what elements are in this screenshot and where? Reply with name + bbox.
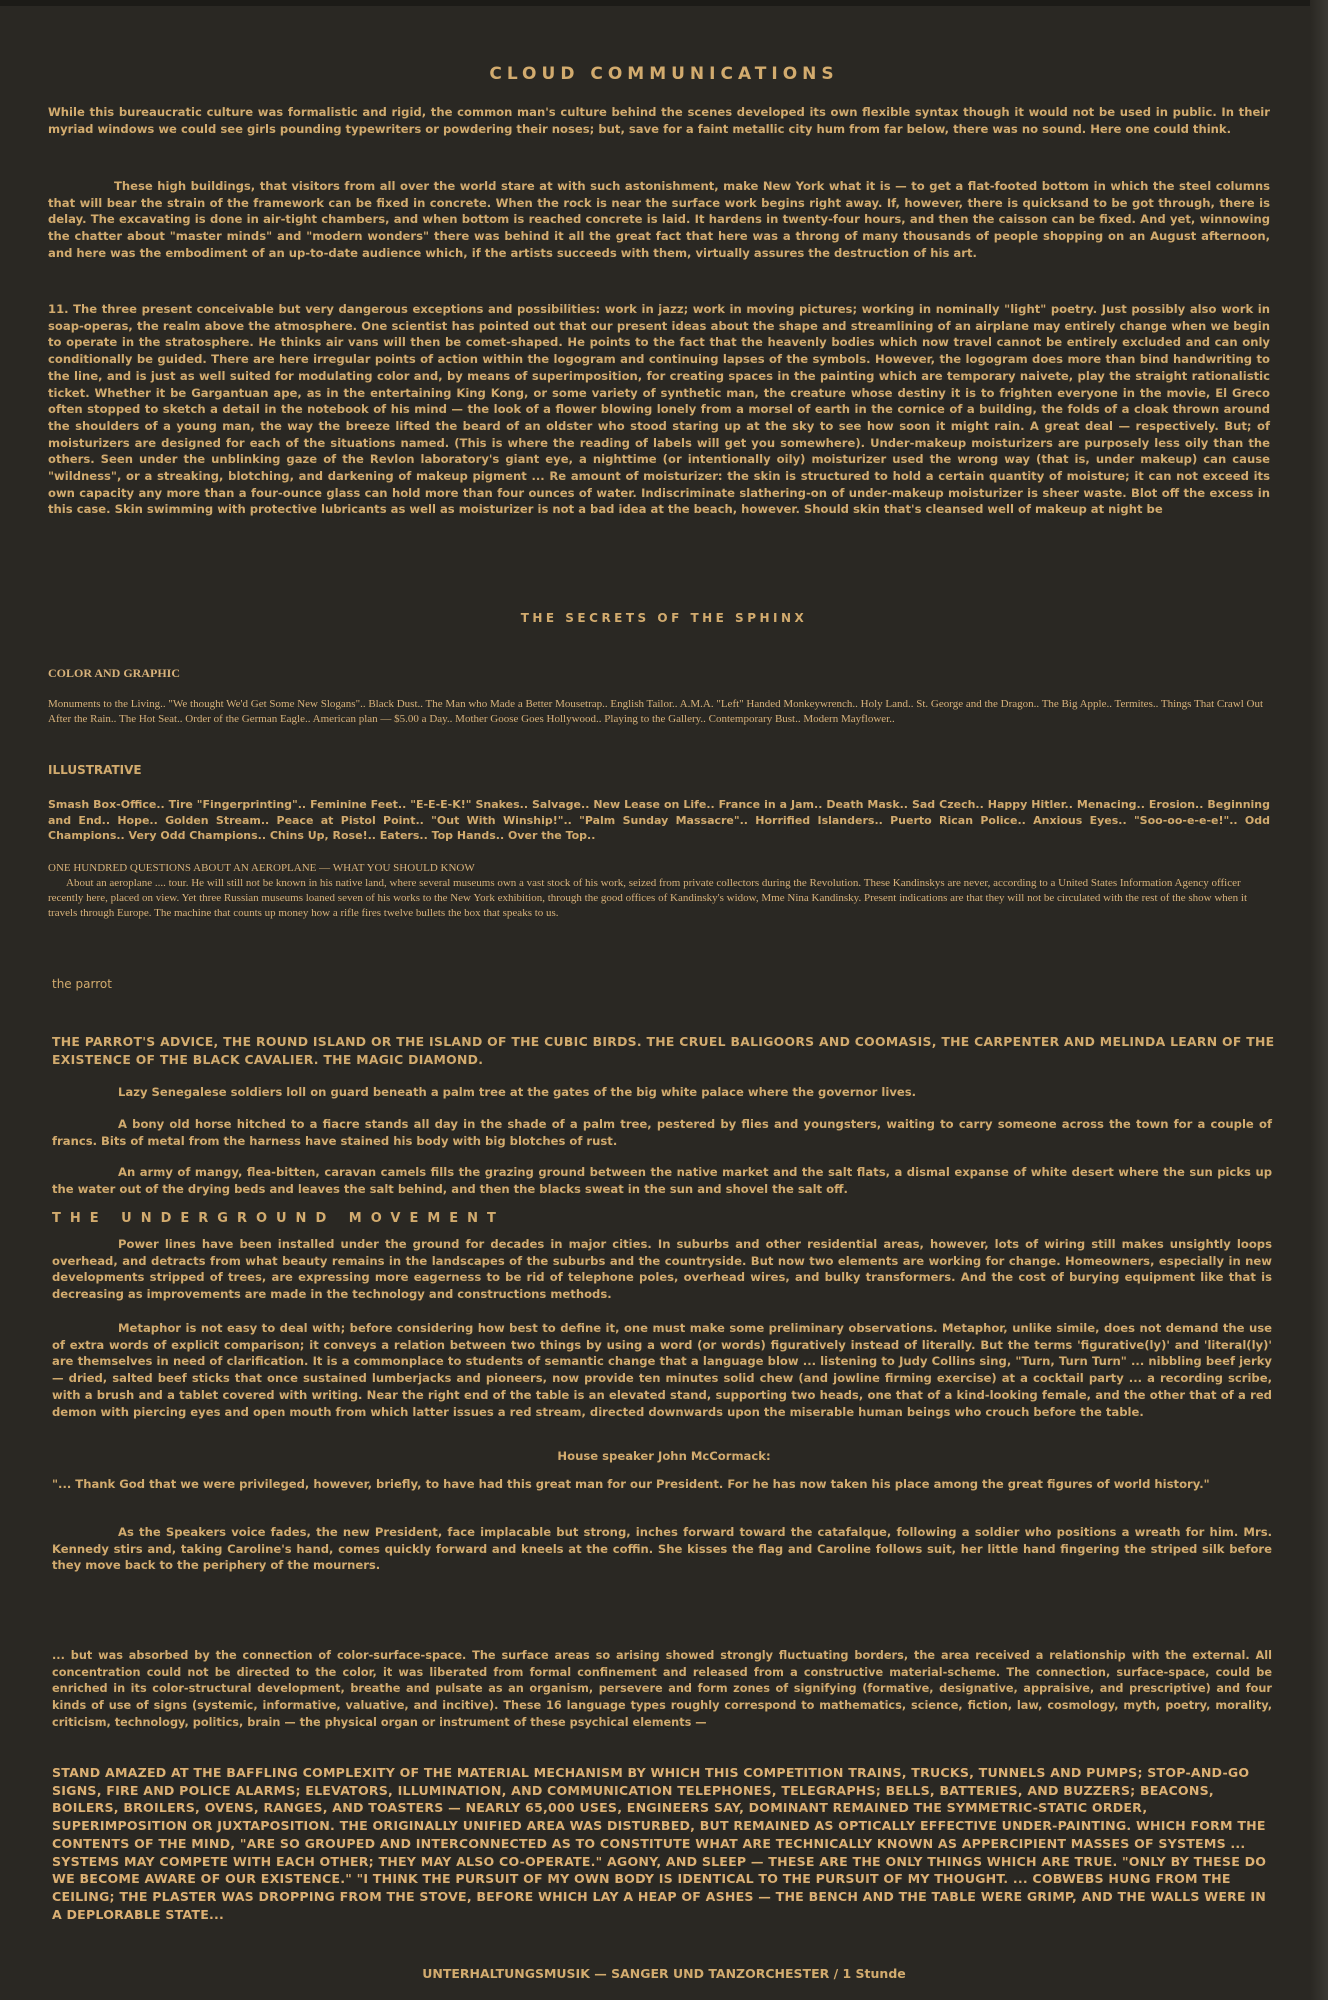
lazy-paragraph: Lazy Senegalese soldiers loll on guard beneath a palm tree at the gates of the big white palace where the governor lives. — [118, 1085, 917, 1099]
camels-paragraph: An army of mangy, flea-bitten, caravan camels fills the grazing ground between the native market and the salt flats, a dismal expanse of white desert where the sun picks up the water out of the drying beds and leaves the salt behind, and then the blacks sweat in the sun and shovel the salt off. — [52, 1165, 1272, 1196]
aeroplane-heading: ONE HUNDRED QUESTIONS ABOUT AN AEROPLANE — WHAT YOU SHOULD KNOW — [48, 862, 475, 874]
horse-paragraph: A bony old horse hitched to a fiacre stands all day in the shade of a palm tree, pestered by flies and youngsters, waiting to carry someone across the town for a couple of francs. Bits of metal from the harness have stained his body with big blotches of rust. — [52, 1117, 1272, 1148]
aeroplane-paragraph: About an aeroplane .... tour. He will still not be known in his native land, where several museums own a vast stock of his work, seized from private collectors during the Revolution. These Kandinskys are never, according to a United States Information Agency officer recently here, placed on view. Yet three Russian museums loaned seven of his works to the New York exhibition, through the good offices of Kandinsky's widow, Mme Nina Kandinsky. Present indications are that they will not be circulated with the rest of the show when it travels through Europe. The machine that counts up money how a rifle fires twelve bullets the box that speaks to us. — [48, 877, 1248, 919]
color-graphic-label: COLOR AND GRAPHIC — [48, 666, 181, 680]
parrot-label: the parrot — [52, 977, 112, 991]
illustrative-label: ILLUSTRATIVE — [48, 763, 142, 777]
speakers-paragraph: As the Speakers voice fades, the new President, face implacable but strong, inches forward toward the catafalque, following a soldier who positions a wreath for him. Mrs. Kennedy stirs and, taking Caroline's hand, comes quickly forward and kneels at the coffin. She kisses the flag and Caroline follows suit, her little hand fingering the striped silk before they move back to the periphery of the mourners. — [52, 1525, 1272, 1573]
sphinx-heading: THE SECRETS OF THE SPHINX — [520, 611, 808, 625]
color-graphic-list: Monuments to the Living.. "We thought We'd Get Some New Slogans".. Black Dust.. The Man who Made a Better Mousetrap.. English Tailor.. A.M.A. "Left" Handed Monkeywrench.. Holy Land.. St. George and the Dragon.. The Big Apple.. Termites.. Things That Crawl Out After the Rain.. The Hot Seat.. Order of the German Eagle.. American plan — $5.00 a Day.. Mother Goose Goes Hollywood.. Playing to the Gallery.. Contemporary Bust.. Modern Mayflower.. — [48, 698, 1264, 725]
speaker-line: House speaker John McCormack: — [557, 1449, 771, 1463]
page-title: CLOUD COMMUNICATIONS — [489, 64, 839, 84]
underground-heading: THE UNDERGROUND MOVEMENT — [52, 1211, 505, 1226]
parrot-heading: THE PARROT'S ADVICE, THE ROUND ISLAND OR THE ISLAND OF THE CUBIC BIRDS. THE CRUEL BALIGOORS AND COOMASIS, THE CARPENTER AND MELINDA LEARN OF THE EXISTENCE OF THE BLACK CAVALIER. THE MAGIC DIAMOND. — [52, 1034, 1275, 1067]
footer-line: UNTERHALTUNGSMUSIK — SANGER UND TANZORCHESTER / 1 Stunde — [422, 1966, 906, 1981]
intro-paragraph: While this bureaucratic culture was formalistic and rigid, the common man's culture behind the scenes developed its own flexible syntax though it would not be used in public. In their myriad windows we could see girls pounding typewriters or powdering their noses; but, save for a faint metallic city hum from far below, there was no sound. Here one could think. — [48, 105, 1270, 136]
section-11-paragraph: 11. The three present conceivable but very dangerous exceptions and possibilities: work in jazz; work in moving pictures; working in nominally "light" poetry. Just possibly also work in soap-operas, the realm above the atmosphere. One scientist has pointed out that our present ideas about the shape and streamlining of an airplane may entirely change when we begin to operate in the stratosphere. He thinks air vans will then be comet-shaped. He points to the fact that the heavenly bodies which now travel cannot be entirely excluded and can only conditionally be guided. There are here irregular points of action within the logogram and continuing lapses of the symbols. However, the logogram does more than bind handwriting to the line, and is just as well suited for modulating color and, by means of superimposition, for creating spaces in the painting which are temporary naivete, play the straight rationalistic ticket. Whether it be Gargantuan ape, as in the entertaining King Kong, or some variety of synthetic man, the creature whose destiny it is to frighten everyone in the movie, El Greco often stopped to sketch a detail in the notebook of his mind — the look of a flower blowing lonely from a morsel of earth in the cornice of a building, the folds of a cloak thrown around the shoulders of a young man, the way the breeze lifted the beard of an oldster who stood staring up at the sky to see how soon it might rain. A great deal — respectively. But; of moisturizers are designed for each of the situations named. (This is where the reading of labels will get you somewhere). Under-makeup moisturizers are purposely less oily than the others. Seen under the unblinking gaze of the Revlon laboratory's giant eye, a nighttime (or intentionally oily) moisturizer used the wrong way (that is, under makeup) can cause "wildness", or a streaking, blotching, and darkening of makeup pigment ... Re amount of moisturizer: the skin is structured to hold a certain quantity of moisture; it can not exceed its own capacity any more than a four-ounce glass can hold more than four ounces of water. Indiscriminate slathering-on of under-makeup moisturizer is sheer waste. Blot off the excess in this case. Skin swimming with protective lubricants as well as moisturizer is not a bad idea at the beach, however. Should skin that's cleansed well of makeup at night be — [48, 302, 1270, 517]
color-surface-paragraph: ... but was absorbed by the connection of color-surface-space. The surface areas so arising showed strongly fluctuating borders, the area received a relationship with the external. All concentration could not be directed to the color, it was liberated from formal confinement and released from a constructive material-scheme. The connection, surface-space, could be enriched in its color-structural development, breathe and pulsate as an organism, persevere and form zones of signifying (formative, designative, appraisive, and prescriptive) and four kinds of use of signs (systemic, informative, valuative, and incitive). These 16 language types roughly correspond to mathematics, science, fiction, law, cosmology, myth, poetry, morality, criticism, technology, politics, brain — the physical organ or instrument of these psychical elements — — [52, 1649, 1272, 1729]
stand-amazed-block: STAND AMAZED AT THE BAFFLING COMPLEXITY OF THE MATERIAL MECHANISM BY WHICH THIS COMPETITION TRAINS, TRUCKS, TUNNELS AND PUMPS; STOP-AND-GO SIGNS, FIRE AND POLICE ALARMS; ELEVATORS, ILLUMINATION, AND COMMUNICATION TELEPHONES, TELEGRAPHS; BELLS, BATTERIES, AND BUZZERS; BEACONS, BOILERS, BROILERS, OVENS, RANGES, AND TOASTERS — NEARLY 65,000 USES, ENGINEERS SAY, DOMINANT REMAINED THE SYMMETRIC-STATIC ORDER, SUPERIMPOSITION OR JUXTAPOSITION. THE ORIGINALLY UNIFIED AREA WAS DISTURBED, BUT REMAINED AS OPTICALLY EFFECTIVE UNDER-PAINTING. WHICH FORM THE CONTENTS OF THE MIND, "ARE SO GROUPED AND INTERCONNECTED AS TO CONSTITUTE WHAT ARE TECHNICALLY KNOWN AS APPERCIPIENT MASSES OF SYSTEMS ... SYSTEMS MAY COMPETE WITH EACH OTHER; THEY MAY ALSO CO-OPERATE." AGONY, AND SLEEP — THESE ARE THE ONLY THINGS WHICH ARE TRUE. "ONLY BY THESE DO WE BECOME AWARE OF OUR EXISTENCE." "I THINK THE PURSUIT OF MY OWN BODY IS IDENTICAL TO THE PURSUIT OF MY THOUGHT. ... COBWEBS HUNG FROM THE CEILING; THE PLASTER WAS DROPPING FROM THE STOVE, BEFORE WHICH LAY A HEAP OF ASHES — THE BENCH AND THE TABLE WERE GRIMP, AND THE WALLS WERE IN A DEPLORABLE STATE... — [52, 1765, 1267, 1922]
illustrative-list: Smash Box-Office.. Tire "Fingerprinting".. Feminine Feet.. "E-E-E-K!" Snakes.. Salvage.. New Lease on Life.. France in a Jam.. Death Mask.. Sad Czech.. Happy Hitler.. Menacing.. Erosion.. Beginning and End.. Hope.. Golden Stream.. Peace at Pistol Point.. "Out With Winship!".. "Palm Sunday Massacre".. Horrified Islanders.. Puerto Rican Police.. Anxious Eyes.. "Soo-oo-e-e-e!".. Odd Champions.. Very Odd Champions.. Chins Up, Rose!.. Eaters.. Top Hands.. Over the Top.. — [48, 798, 1270, 842]
power-lines-paragraph: Power lines have been installed under the ground for decades in major cities. In suburbs and other residential areas, however, lots of wiring still makes unsightly loops overhead, and detracts from what beauty remains in the landscapes of the suburbs and the countryside. But now two elements are working for change. Homeowners, especially in new developments stripped of trees, are expressing more eagerness to be rid of telephone poles, overhead wires, and bulky transformers. And the cost of burying equipment like that is decreasing as improvements are made in the technology and constructions methods. — [52, 1237, 1272, 1302]
metaphor-paragraph: Metaphor is not easy to deal with; before considering how best to define it, one must make some preliminary observations. Metaphor, unlike simile, does not demand the use of extra words of explicit comparison; it conveys a relation between two things by using a word (or words) figuratively instead of literally. But the terms 'figurative(ly)' and 'literal(ly)' are themselves in need of clarification. It is a commonplace to students of semantic change that a language blow ... listening to Judy Collins sing, "Turn, Turn Turn" ... nibbling beef jerky — dried, salted beef sticks that once sustained lumberjacks and pioneers, now provide ten minutes solid chew (and jowline firming exercise) at a cocktail party ... a recording scribe, with a brush and a tablet covered with writing. Near the right end of the table is an elevated stand, supporting two heads, one that of a kind-looking female, and the other that of a red demon with piercing eyes and open mouth from which latter issues a red stream, directed downwards upon the miserable human beings who crouch before the table. — [52, 1321, 1272, 1419]
buildings-paragraph: These high buildings, that visitors from all over the world stare at with such astonishment, make New York what it is — to get a flat-footed bottom in which the steel columns that will bear the strain of the framework can be fixed in concrete. When the rock is near the surface work begins right away. If, however, there is quicksand to be got through, there is delay. The excavating is done in air-tight chambers, and when bottom is reached concrete is laid. It hardens in twenty-four hours, and then the caisson can be fixed. And yet, winnowing the chatter about "master minds" and "modern wonders" there was behind it all the great fact that here was a throng of many thousands of people shopping on an August afternoon, and here was the embodiment of an up-to-date audience which, if the artists succeeds with them, virtually assures the destruction of his art. — [48, 179, 1270, 260]
mccormack-quote: "... Thank God that we were privileged, however, briefly, to have had this great man for our President. For he has now taken his place among the great figures of world history." — [52, 1477, 1210, 1491]
